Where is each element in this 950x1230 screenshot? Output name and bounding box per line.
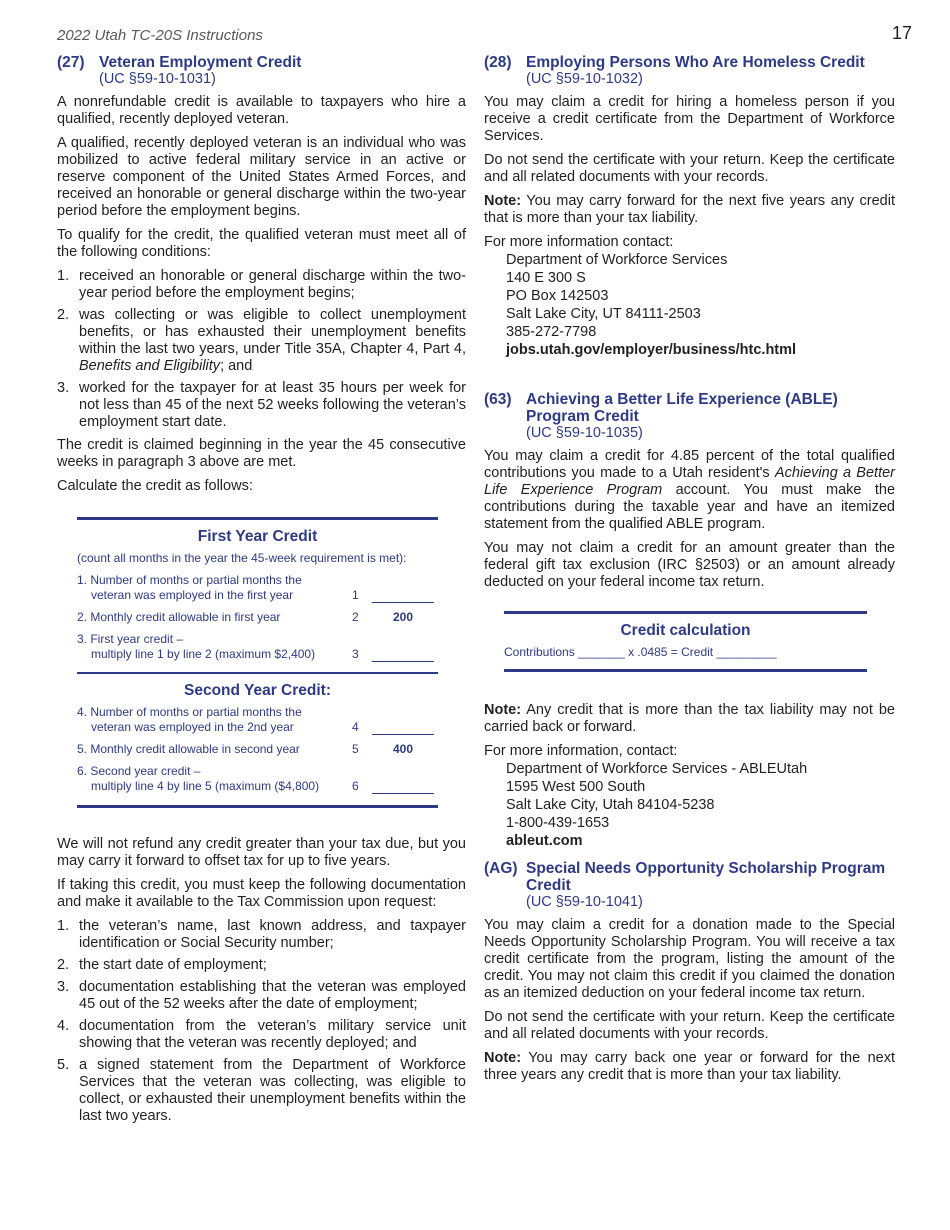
list-item <box>57 957 466 974</box>
list-text-emphasis: Benefits and Eligibility <box>79 358 221 374</box>
row-label-line: multiply line 1 by line 2 (maximum $2,400) <box>91 647 316 661</box>
right-column <box>484 54 895 1091</box>
section-63-heading <box>484 391 895 425</box>
row-label-line: 6. Second year credit – <box>77 764 201 778</box>
section-27-heading <box>57 54 466 71</box>
note-label: Note: <box>484 702 522 718</box>
paragraph: If taking this credit, you must keep the following documentation and make it available to the Tax Commission upon request: <box>57 877 466 910</box>
section-citation: (UC §59-10-1035) <box>526 425 643 441</box>
divider <box>77 672 438 674</box>
contact-intro: For more information contact: <box>484 234 674 250</box>
list-number: 2. <box>57 307 70 323</box>
list-item <box>57 380 466 431</box>
credit-calculation-line: Contributions _______ x .0485 = Credit _________ <box>504 645 777 659</box>
list-text: a signed statement from the Department of Workforce Services that the veteran was collecting, was eligible to collect, or exhausted their unemployment benefits within the last two years. <box>79 1057 466 1124</box>
contact-address <box>506 760 895 850</box>
left-column <box>57 54 466 1131</box>
list-text: received an honorable or general discharge within the two-year period before the employment begins; <box>79 268 466 301</box>
list-item <box>57 1018 466 1052</box>
line-number: 4 <box>352 720 359 734</box>
worksheet-row <box>77 632 438 662</box>
section-title: Special Needs Opportunity Scholarship Program Credit <box>526 860 886 894</box>
note-label: Note: <box>484 1050 522 1066</box>
paragraph: Do not send the certificate with your return. Keep the certificate and all related documents with your records. <box>484 1009 895 1042</box>
line-5-value: 400 <box>392 742 414 756</box>
paragraph: A qualified, recently deployed veteran is an individual who was mobilized to active federal military service in an active or reserve component of the United States Armed Forces, and received an honorable or general discharge within the two-year period before the employment begins. <box>57 135 466 219</box>
paragraph: We will not refund any credit greater than your tax due, but you may carry it forward to offset tax for up to five years. <box>57 836 466 869</box>
list-text <box>79 307 466 375</box>
paragraph: To qualify for the credit, the qualified veteran must meet all of the following conditions: <box>57 227 466 260</box>
row-label <box>77 705 352 735</box>
list-item <box>57 1057 466 1125</box>
list-number: 1. <box>57 918 70 934</box>
list-text-part: was collecting or was eligible to collect unemployment benefits, or has exhausted their unemployment benefits within the last two years, under Title 35A, Chapter 4, Part 4, <box>79 307 466 357</box>
text-part: You may claim a credit for 4.85 percent of the total qualified contributions you made to a Utah resident's <box>484 448 895 481</box>
note-label: Note: <box>484 193 522 209</box>
address-line: Salt Lake City, UT 84111-2503 <box>506 306 701 322</box>
row-label: 5. Monthly credit allowable in second year <box>77 742 300 756</box>
row-label: 2. Monthly credit allowable in first year <box>77 610 281 624</box>
line-3-blank[interactable] <box>372 649 434 662</box>
website-link[interactable]: jobs.utah.gov/employer/business/htc.html <box>506 342 797 358</box>
section-code: (63) <box>484 391 512 408</box>
line-number: 3 <box>352 647 359 661</box>
note-paragraph <box>484 702 895 736</box>
contact-intro: For more information, contact: <box>484 743 678 759</box>
row-label-line: 1. Number of months or partial months the <box>77 573 302 587</box>
section-ag-heading <box>484 860 895 894</box>
list-number: 3. <box>57 380 70 396</box>
section-28-heading <box>484 54 895 71</box>
list-text: the veteran’s name, last known address, and taxpayer identification or Social Security number; <box>79 918 466 951</box>
paragraph: You may claim a credit for hiring a homeless person if you receive a credit certificate from the Department of Workforce Services. <box>484 94 895 144</box>
veteran-credit-worksheet <box>77 517 438 808</box>
note-paragraph <box>484 1050 895 1084</box>
paragraph <box>484 448 895 533</box>
section-citation: (UC §59-10-1032) <box>526 71 643 87</box>
text-emphasis: Achieving a Better Life Experience Program <box>484 465 895 498</box>
list-item <box>57 979 466 1013</box>
list-item <box>57 918 466 952</box>
list-text: the start date of employment; <box>79 957 267 973</box>
row-label <box>77 632 352 662</box>
section-title: Veteran Employment Credit <box>99 54 302 71</box>
row-label-line: 4. Number of months or partial months the <box>77 705 302 719</box>
list-number: 2. <box>57 957 70 973</box>
first-year-subtitle: (count all months in the year the 45-week requirement is met): <box>77 551 407 565</box>
note-paragraph <box>484 193 895 227</box>
contact-address <box>506 251 895 359</box>
section-code: (27) <box>57 54 85 71</box>
address-line: Department of Workforce Services <box>506 252 728 268</box>
line-number: 6 <box>352 779 359 793</box>
text-part: account. You must make the contributions during the taxable year and have an itemized statement from the qualified ABLE program. <box>484 482 896 532</box>
conditions-list <box>57 268 466 431</box>
paragraph: Calculate the credit as follows: <box>57 478 253 494</box>
note-text: You may carry forward for the next five years any credit that is more than your tax liability. <box>484 193 895 226</box>
phone-number: 1-800-439-1653 <box>506 815 610 831</box>
section-code: (28) <box>484 54 512 71</box>
documentation-list <box>57 918 466 1125</box>
row-label <box>77 764 352 794</box>
list-number: 3. <box>57 979 70 995</box>
worksheet-row <box>77 610 438 625</box>
paragraph: A nonrefundable credit is available to taxpayers who hire a qualified, recently deployed veteran. <box>57 94 466 127</box>
credit-calculation-title: Credit calculation <box>620 622 751 639</box>
row-label-line: veteran was employed in the 2nd year <box>91 720 294 734</box>
list-text: documentation establishing that the veteran was employed 45 out of the 52 weeks after the date of employment; <box>79 979 466 1012</box>
row-label-line: multiply line 4 by line 5 (maximum ($4,800) <box>91 779 320 793</box>
line-2-value: 200 <box>392 610 414 624</box>
line-number: 5 <box>352 742 359 756</box>
row-label-line: veteran was employed in the first year <box>91 588 294 602</box>
address-line: PO Box 142503 <box>506 288 609 304</box>
address-line: 140 E 300 S <box>506 270 586 286</box>
list-number: 1. <box>57 268 70 284</box>
list-number: 4. <box>57 1018 70 1034</box>
list-item <box>57 307 466 375</box>
section-title: Achieving a Better Life Experience (ABLE) Program Credit <box>526 391 838 425</box>
address-line: Salt Lake City, Utah 84104-5238 <box>506 797 715 813</box>
section-code: (AG) <box>484 860 518 877</box>
worksheet-row <box>77 573 438 603</box>
list-item <box>57 268 466 302</box>
first-year-title: First Year Credit <box>197 528 318 545</box>
paragraph: Do not send the certificate with your return. Keep the certificate and all related documents with your records. <box>484 152 895 185</box>
list-text: documentation from the veteran’s military service unit showing that the veteran was recently deployed; and <box>79 1018 466 1051</box>
second-year-title: Second Year Credit: <box>183 682 331 699</box>
address-line: Department of Workforce Services - ABLEUtah <box>506 761 808 777</box>
line-number: 1 <box>352 588 359 602</box>
list-text-part: ; and <box>220 358 253 374</box>
note-text: You may carry back one year or forward for the next three years any credit that is more than your tax liability. <box>484 1050 895 1083</box>
paragraph: The credit is claimed beginning in the year the 45 consecutive weeks in paragraph 3 above are met. <box>57 437 466 470</box>
phone-number: 385-272-7798 <box>506 324 597 340</box>
worksheet-row <box>77 764 438 794</box>
line-number: 2 <box>352 610 359 624</box>
line-6-blank[interactable] <box>372 781 434 794</box>
section-citation: (UC §59-10-1041) <box>526 894 643 910</box>
section-citation: (UC §59-10-1031) <box>99 71 216 87</box>
page-number: 17 <box>891 23 912 43</box>
note-text: Any credit that is more than the tax liability may not be carried back or forward. <box>484 702 895 735</box>
line-1-blank[interactable] <box>372 590 434 603</box>
paragraph: You may claim a credit for a donation made to the Special Needs Opportunity Scholarship Program. You will receive a tax credit certificate from the program, listing the amount of the credit. You may not claim this credit if you claimed the donation as an itemized deduction on your federal income tax return. <box>484 917 895 1001</box>
line-4-blank[interactable] <box>372 722 434 735</box>
section-title: Employing Persons Who Are Homeless Credit <box>526 54 865 71</box>
document-header-title: 2022 Utah TC-20S Instructions <box>57 27 263 44</box>
able-credit-calculation-box <box>504 611 867 672</box>
list-number: 5. <box>57 1057 70 1073</box>
address-line: 1595 West 500 South <box>506 779 646 795</box>
row-label-line: 3. First year credit – <box>77 632 184 646</box>
paragraph: You may not claim a credit for an amount greater than the federal gift tax exclusion (IRC §2503) or an amount already deducted on your federal income tax return. <box>484 540 895 590</box>
worksheet-row <box>77 705 438 735</box>
website-link[interactable]: ableut.com <box>506 833 583 849</box>
list-text: worked for the taxpayer for at least 35 hours per week for not less than 45 of the next 52 weeks following the veteran’s employment start date. <box>79 380 466 430</box>
worksheet-row <box>77 742 438 757</box>
row-label <box>77 573 352 603</box>
